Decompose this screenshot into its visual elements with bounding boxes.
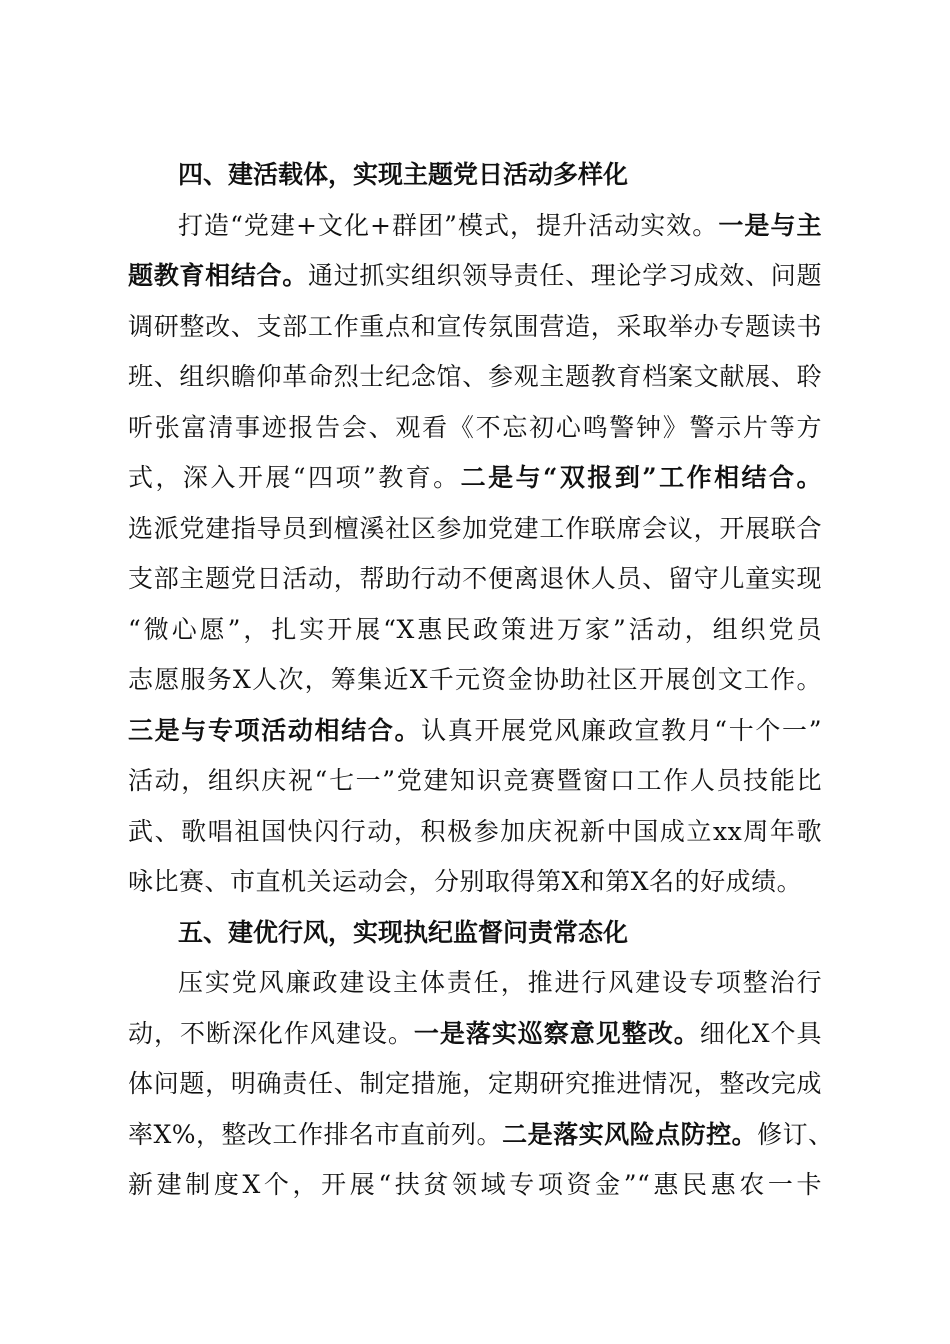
emphasis-phrase: 一是与主 (718, 210, 822, 240)
paragraph-line: 动，不断深化作风建设。一是落实巡察意见整改。细化X个具 (128, 1018, 822, 1048)
section-heading-5: 五、建优行风，实现执纪监督问责常态化 (178, 917, 629, 947)
paragraph-line: 支部主题党日活动，帮助行动不便离退休人员、留守儿童实现 (128, 564, 822, 593)
emphasis-phrase: 三是与专项活动相结合。 (128, 715, 422, 745)
paragraph-line: 压实党风廉政建设主体责任，推进行风建设专项整治行 (178, 968, 822, 997)
paragraph-line: 题教育相结合。通过抓实组织领导责任、理论学习成效、问题 (128, 261, 822, 290)
emphasis-phrase: 二是落实风险点防控。 (502, 1119, 758, 1149)
paragraph-line: 体问题，明确责任、制定措施，定期研究推进情况，整改完成 (128, 1069, 822, 1098)
section-heading-4: 四、建活载体，实现主题党日活动多样化 (178, 160, 629, 189)
emphasis-phrase: 题教育相结合。 (128, 261, 308, 290)
emphasis-phrase: 一是落实巡察意见整改。 (413, 1018, 700, 1048)
paragraph-line: 武、歌唱祖国快闪行动，积极参加庆祝新中国成立xx周年歌 (128, 816, 822, 846)
paragraph-line: 率X%，整改工作排名市直前列。二是落实风险点防控。修订、 (128, 1119, 834, 1149)
emphasis-phrase: 二是与“双报到”工作相结合。 (460, 463, 822, 492)
paragraph-line: 三是与专项活动相结合。认真开展党风廉政宣教月“十个一” (128, 715, 822, 745)
paragraph-line: 调研整改、支部工作重点和宣传氛围营造，采取举办专题读书 (128, 311, 822, 341)
paragraph-line: 班、组织瞻仰革命烈士纪念馆、参观主题教育档案文献展、聆 (128, 362, 822, 391)
paragraph-line: 志愿服务X人次，筹集近X千元资金协助社区开展创文工作。 (128, 665, 822, 694)
paragraph-line: 选派党建指导员到檀溪社区参加党建工作联席会议，开展联合 (128, 513, 822, 543)
paragraph-line: 听张富清事迹报告会、观看《不忘初心鸣警钟》警示片等方 (128, 412, 822, 442)
paragraph-line: 活动，组织庆祝“七一”党建知识竞赛暨窗口工作人员技能比 (128, 766, 822, 795)
paragraph-line: 新建制度X个，开展“扶贫领域专项资金”“惠民惠农一卡 (128, 1170, 822, 1199)
paragraph-line: 式，深入开展“四项”教育。二是与“双报到”工作相结合。 (128, 463, 822, 492)
paragraph-line: 打造“党建+文化+群团”模式，提升活动实效。一是与主 (178, 210, 822, 240)
paragraph-line: “微心愿”，扎实开展“X惠民政策进万家”活动，组织党员 (128, 614, 822, 644)
paragraph-line: 咏比赛、市直机关运动会，分别取得第X和第X名的好成绩。 (128, 867, 803, 896)
